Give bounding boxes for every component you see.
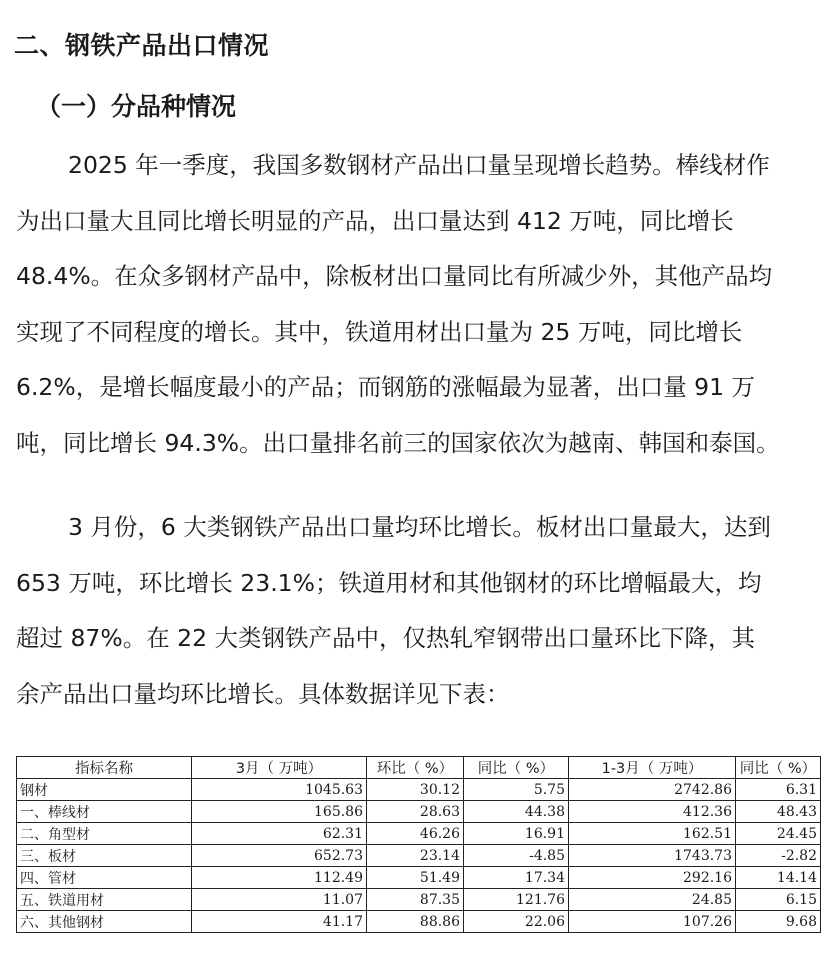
table-cell: 1045.63 bbox=[192, 779, 367, 801]
column-header: 1-3月（ 万吨） bbox=[569, 757, 736, 779]
table-header-row bbox=[17, 757, 821, 779]
table-cell: 121.76 bbox=[464, 889, 569, 911]
paragraph-line: 余产品出口量均环比增长。具体数据详见下表： bbox=[16, 679, 510, 708]
table-cell: 48.43 bbox=[736, 801, 821, 823]
paragraph-line: 3 月份，6 大类钢铁产品出口量均环比增长。板材出口量最大，达到 bbox=[68, 513, 771, 541]
table-cell: 22.06 bbox=[464, 911, 569, 933]
paragraph-line: 为出口量大且同比增长明显的产品，出口量达到 412 万吨，同比增长 bbox=[16, 206, 734, 235]
column-header: 同比（ %） bbox=[464, 757, 569, 779]
export-data-table bbox=[16, 756, 821, 933]
table-cell: 112.49 bbox=[192, 867, 367, 889]
table-row bbox=[17, 889, 821, 911]
subsection-heading: （一）分品种情况 bbox=[36, 92, 237, 121]
table-cell: 9.68 bbox=[736, 911, 821, 933]
column-header: 环比（ %） bbox=[367, 757, 464, 779]
section-heading: 二、钢铁产品出口情况 bbox=[14, 31, 270, 60]
table-cell: 30.12 bbox=[367, 779, 464, 801]
table-row bbox=[17, 779, 821, 801]
table-cell: -4.85 bbox=[464, 845, 569, 867]
table-cell: 1743.73 bbox=[569, 845, 736, 867]
table-cell: 292.16 bbox=[569, 867, 736, 889]
table-cell: 2742.86 bbox=[569, 779, 736, 801]
table-cell: 四、管材 bbox=[17, 867, 192, 889]
paragraph-line: 吨，同比增长 94.3%。出口量排名前三的国家依次为越南、韩国和泰国。 bbox=[16, 428, 780, 457]
column-header: 指标名称 bbox=[17, 757, 192, 779]
table-row bbox=[17, 845, 821, 867]
table-cell: 二、角型材 bbox=[17, 823, 192, 845]
table-row bbox=[17, 823, 821, 845]
table-cell: 五、铁道用材 bbox=[17, 889, 192, 911]
table-cell: 6.15 bbox=[736, 889, 821, 911]
table-cell: 23.14 bbox=[367, 845, 464, 867]
table-cell: 5.75 bbox=[464, 779, 569, 801]
table-cell: -2.82 bbox=[736, 845, 821, 867]
column-header: 3月（ 万吨） bbox=[192, 757, 367, 779]
table-cell: 16.91 bbox=[464, 823, 569, 845]
paragraph-line: 48.4%。在众多钢材产品中，除板材出口量同比有所减少外，其他产品均 bbox=[16, 262, 773, 290]
column-header: 同比（ %） bbox=[736, 757, 821, 779]
table-cell: 51.49 bbox=[367, 867, 464, 889]
table-cell: 14.14 bbox=[736, 867, 821, 889]
table-cell: 62.31 bbox=[192, 823, 367, 845]
paragraph-line: 2025 年一季度，我国多数钢材产品出口量呈现增长趋势。棒线材作 bbox=[68, 151, 770, 179]
table-cell: 钢材 bbox=[17, 779, 192, 801]
paragraph-line: 6.2%，是增长幅度最小的产品；而钢筋的涨幅最为显著，出口量 91 万 bbox=[16, 373, 756, 401]
paragraph-line: 653 万吨，环比增长 23.1%；铁道用材和其他钢材的环比增幅最大，均 bbox=[16, 568, 762, 597]
table-cell: 6.31 bbox=[736, 779, 821, 801]
table-cell: 六、其他钢材 bbox=[17, 911, 192, 933]
table-cell: 46.26 bbox=[367, 823, 464, 845]
table-row bbox=[17, 801, 821, 823]
table-cell: 412.36 bbox=[569, 801, 736, 823]
table-cell: 28.63 bbox=[367, 801, 464, 823]
paragraph-march-summary bbox=[16, 500, 828, 722]
table-cell: 一、棒线材 bbox=[17, 801, 192, 823]
table-cell: 17.34 bbox=[464, 867, 569, 889]
table-cell: 162.51 bbox=[569, 823, 736, 845]
table-cell: 652.73 bbox=[192, 845, 367, 867]
table-cell: 107.26 bbox=[569, 911, 736, 933]
table-cell: 24.85 bbox=[569, 889, 736, 911]
table-cell: 44.38 bbox=[464, 801, 569, 823]
table-cell: 165.86 bbox=[192, 801, 367, 823]
paragraph-q1-summary bbox=[16, 138, 828, 471]
table-cell: 24.45 bbox=[736, 823, 821, 845]
table-row bbox=[17, 911, 821, 933]
table-row bbox=[17, 867, 821, 889]
table-cell: 87.35 bbox=[367, 889, 464, 911]
table-cell: 88.86 bbox=[367, 911, 464, 933]
table-cell: 三、板材 bbox=[17, 845, 192, 867]
paragraph-line: 超过 87%。在 22 大类钢铁产品中，仅热轧窄钢带出口量环比下降，其 bbox=[16, 624, 756, 652]
table-cell: 41.17 bbox=[192, 911, 367, 933]
paragraph-line: 实现了不同程度的增长。其中，铁道用材出口量为 25 万吨，同比增长 bbox=[16, 317, 743, 346]
table-cell: 11.07 bbox=[192, 889, 367, 911]
